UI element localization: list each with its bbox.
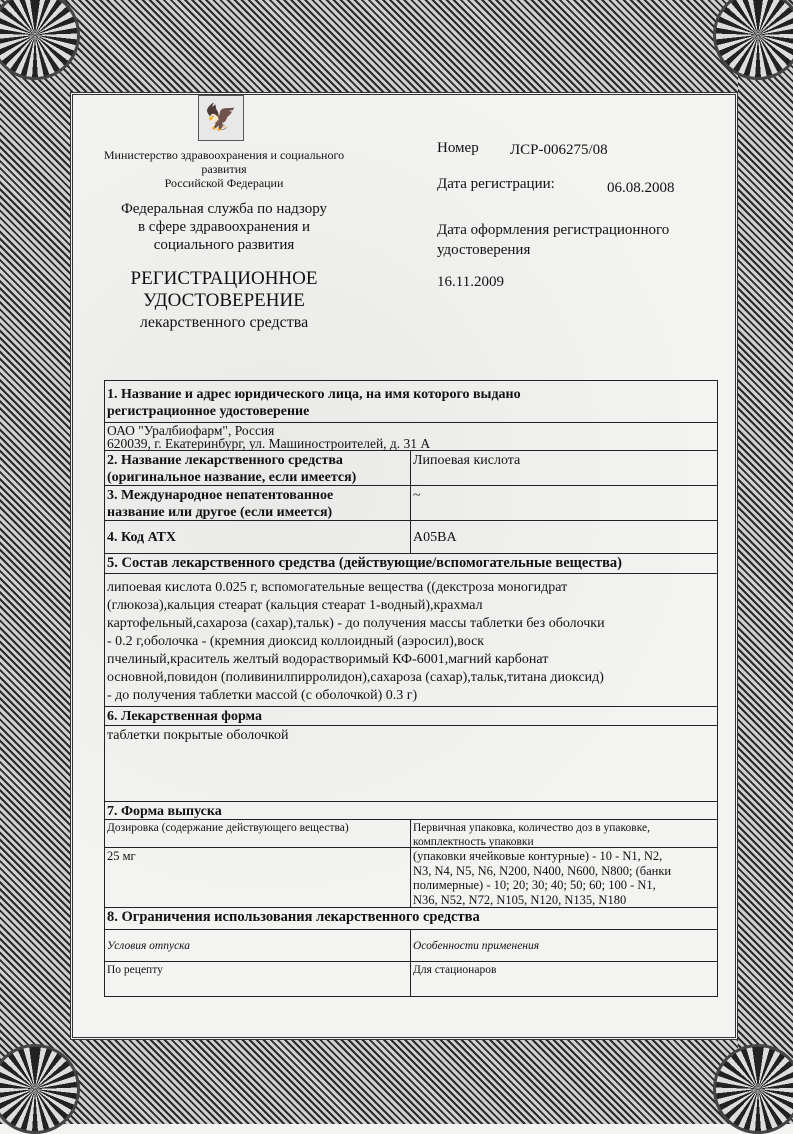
issue-date-value: 16.11.2009 [437, 274, 504, 290]
reg-date-label: Дата регистрации: [437, 176, 555, 192]
section-1-body [105, 423, 717, 451]
holder-name: ОАО "Уралбиофарм", Россия [107, 423, 275, 438]
coat-of-arms-icon: 🦅 [198, 95, 244, 141]
label-line: (оригинальное название, если имеется) [107, 470, 357, 485]
drug-name: Липоевая кислота [413, 453, 521, 468]
section-5-header [105, 554, 717, 574]
title-line: 1. Название и адрес юридического лица, на имя которого выдано [107, 387, 521, 402]
header-line: комплектность упаковки [413, 836, 534, 848]
issue-date-label-line: Дата оформления регистрационного [437, 222, 670, 238]
ornamental-border-bottom [0, 1040, 793, 1124]
section-5-body [105, 574, 717, 707]
service-name [88, 200, 360, 254]
usage-specifics: Для стационаров [413, 964, 497, 976]
packaging-line: N36, N52, N72, N105, N120, N135, N180 [413, 892, 627, 907]
section-3 [105, 486, 717, 521]
section-7-header [105, 802, 717, 820]
label-line: название или другое (если имеется) [107, 505, 333, 520]
packaging-line: N3, N4, N5, N6, N200, N400, N600, N800; (банки [413, 863, 672, 878]
document-title [88, 268, 360, 334]
corner-rosette-icon [713, 1044, 793, 1134]
section-1-header [105, 381, 717, 423]
title-line: регистрационное удостоверение [107, 404, 310, 419]
holder-info [105, 423, 432, 450]
section-8-subheader [105, 930, 717, 962]
ornamental-border-left [0, 0, 70, 1124]
packaging-line: (упаковки ячейковые контурные) - 10 - N1, N2, [413, 849, 663, 863]
composition-line: основной,повидон (поливинилпирролидон),сахароза (сахар),тальк,титана диоксид) [107, 670, 604, 685]
atc-code: A05BA [413, 529, 457, 545]
section-6-header [105, 707, 717, 726]
composition-line: - 0.2 г,оболочка - (кремния диоксид коллоидный (аэросил),воск [107, 634, 485, 649]
number-value: ЛСР-006275/08 [510, 142, 608, 158]
section-4 [105, 521, 717, 554]
reg-date-value: 06.08.2008 [607, 180, 675, 196]
column-header: Дозировка (содержание действующего вещества) [105, 820, 411, 847]
composition-text [105, 578, 607, 706]
ornamental-border-top [0, 0, 793, 92]
column-header: Особенности применения [413, 939, 540, 952]
dispensing-conditions: По рецепту [105, 962, 411, 996]
label-line: 3. Международное непатентованное [107, 488, 334, 503]
composition-line: картофельный,сахароза (сахар),тальк) - до получения массы таблетки без оболочки [107, 616, 605, 631]
section-label [105, 486, 411, 520]
number-label: Номер [437, 140, 479, 156]
issue-date-label-line: удостоверения [437, 242, 531, 258]
section-label [105, 451, 411, 485]
packaging-line: полимерные) - 10; 20; 30; 40; 50; 60; 100 - N1, [413, 878, 656, 892]
section-7-subheader [105, 820, 717, 848]
section-8-header [105, 908, 717, 930]
service-line: социального развития [153, 237, 295, 253]
title-line: РЕГИСТРАЦИОННОЕ [130, 268, 318, 289]
ministry-name [88, 148, 360, 190]
composition-line: (глюкоза),кальция стеарат (кальция стеарат 1-водный),крахмал [107, 598, 483, 613]
holder-address: 620039, г. Екатеринбург, ул. Машиностроителей, д. 31 А [107, 436, 431, 451]
section-8-body [105, 962, 717, 996]
title-line: УДОСТОВЕРЕНИЕ [143, 290, 305, 311]
section-title: 5. Состав лекарственного средства (действующие/вспомогательные вещества) [107, 555, 622, 571]
column-header [411, 820, 717, 847]
section-title: 8. Ограничения использования лекарственного средства [107, 909, 480, 925]
composition-line: - до получения таблетки массой (с оболочкой) 0.3 г) [107, 688, 418, 703]
section-7-body [105, 848, 717, 908]
registration-table [104, 380, 718, 997]
column-header: Условия отпуска [105, 930, 411, 961]
document-subtitle: лекарственного средства [139, 314, 309, 331]
header-line: Первичная упаковка, количество доз в упаковке, [413, 822, 650, 834]
ministry-line: развития [201, 162, 247, 176]
service-line: Федеральная служба по надзору [120, 201, 328, 217]
ornamental-border-right [738, 0, 793, 1124]
section-label: 4. Код АТХ [105, 521, 411, 553]
ministry-line: Министерство здравоохранения и социального [103, 148, 345, 162]
section-title: 7. Форма выпуска [107, 804, 222, 819]
composition-line: липоевая кислота 0.025 г, вспомогательные вещества ((декстроза моногидрат [107, 580, 568, 595]
packaging-value [411, 848, 717, 907]
label-line: 2. Название лекарственного средства [107, 453, 343, 468]
section-2 [105, 451, 717, 486]
composition-line: пчелиный,краситель желтый водорастворимый КФ-6001,магний карбонат [107, 652, 549, 667]
section-title [105, 385, 523, 422]
ministry-line: Российской Федерации [164, 176, 284, 190]
issue-date-label [437, 220, 669, 260]
inn-value: ~ [413, 488, 421, 503]
section-6-body [105, 726, 717, 802]
section-title: 6. Лекарственная форма [107, 709, 262, 724]
dosage-form: таблетки покрытые оболочкой [107, 728, 289, 743]
service-line: в сфере здравоохранения и [137, 219, 311, 235]
dosage-value: 25 мг [105, 848, 411, 907]
